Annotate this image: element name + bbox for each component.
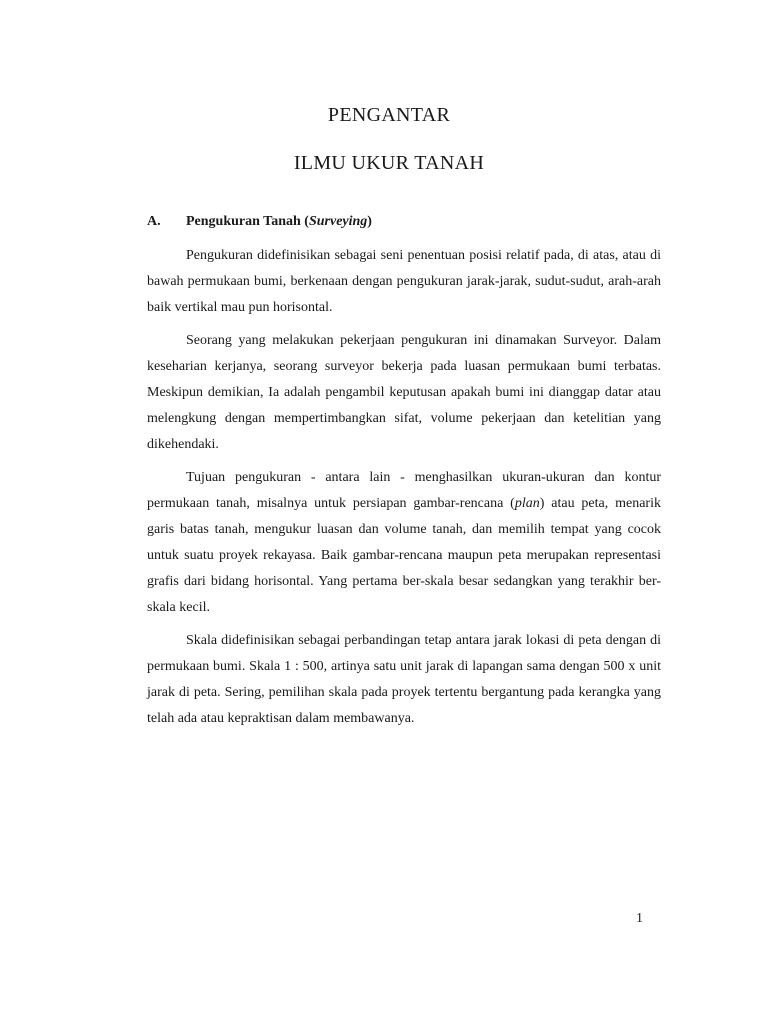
paragraph-2: Seorang yang melakukan pekerjaan pengukuran ini dinamakan Surveyor. Dalam keseharian kerjanya, seorang surveyor bekerja pada luasan permukaan bumi terbatas. Meskipun demikian, Ia adalah pengambil keputusan apakah bumi ini dianggap datar atau melengkung dengan mempertimbangkan sifat, volume pekerjaan dan ketelitian yang dikehendaki. (147, 333, 661, 452)
paragraph-3 (147, 465, 661, 621)
paragraph-3-italic: plan (514, 496, 540, 511)
document-title-line-1: PENGANTAR (327, 104, 451, 126)
section-title-prefix: Pengukuran Tanah ( (186, 214, 309, 229)
paragraph-4: Skala didefinisikan sebagai perbandingan tetap antara jarak lokasi di peta dengan di permukaan bumi. Skala 1 : 500, artinya satu unit jarak di lapangan sama dengan 500 x unit jarak di peta. Sering, pemilihan skala pada proyek tertentu bergantung pada kerangka yang telah ada atau kepraktisan dalam membawanya. (147, 633, 661, 726)
paragraph-3-part-1: Tujuan pengukuran - antara lain - menghasilkan ukuran-ukuran dan kontur permukaan tanah, misalnya untuk persiapan gambar-rencana ( (147, 470, 661, 511)
section-title-italic: Surveying (308, 214, 368, 229)
section-heading (147, 214, 372, 230)
page-number: 1 (636, 911, 643, 926)
body-text (147, 243, 661, 739)
paragraph-1: Pengukuran didefinisikan sebagai seni penentuan posisi relatif pada, di atas, atau di bawah permukaan bumi, berkenaan dengan pengukuran jarak-jarak, sudut-sudut, arah-arah baik vertikal mau pun horisontal. (147, 248, 661, 315)
document-title-line-2: ILMU UKUR TANAH (293, 152, 485, 174)
section-label: A. (147, 214, 161, 229)
paragraph-3-part-2: ) atau peta, menarik garis batas tanah, mengukur luasan dan volume tanah, dan memilih tempat yang cocok untuk suatu proyek rekayasa. Baik gambar-rencana maupun peta merupakan representasi grafis dari bidang horisontal. Yang pertama ber-skala besar sedangkan yang terakhir ber-skala kecil. (147, 496, 661, 615)
section-title-suffix: ) (367, 214, 372, 229)
